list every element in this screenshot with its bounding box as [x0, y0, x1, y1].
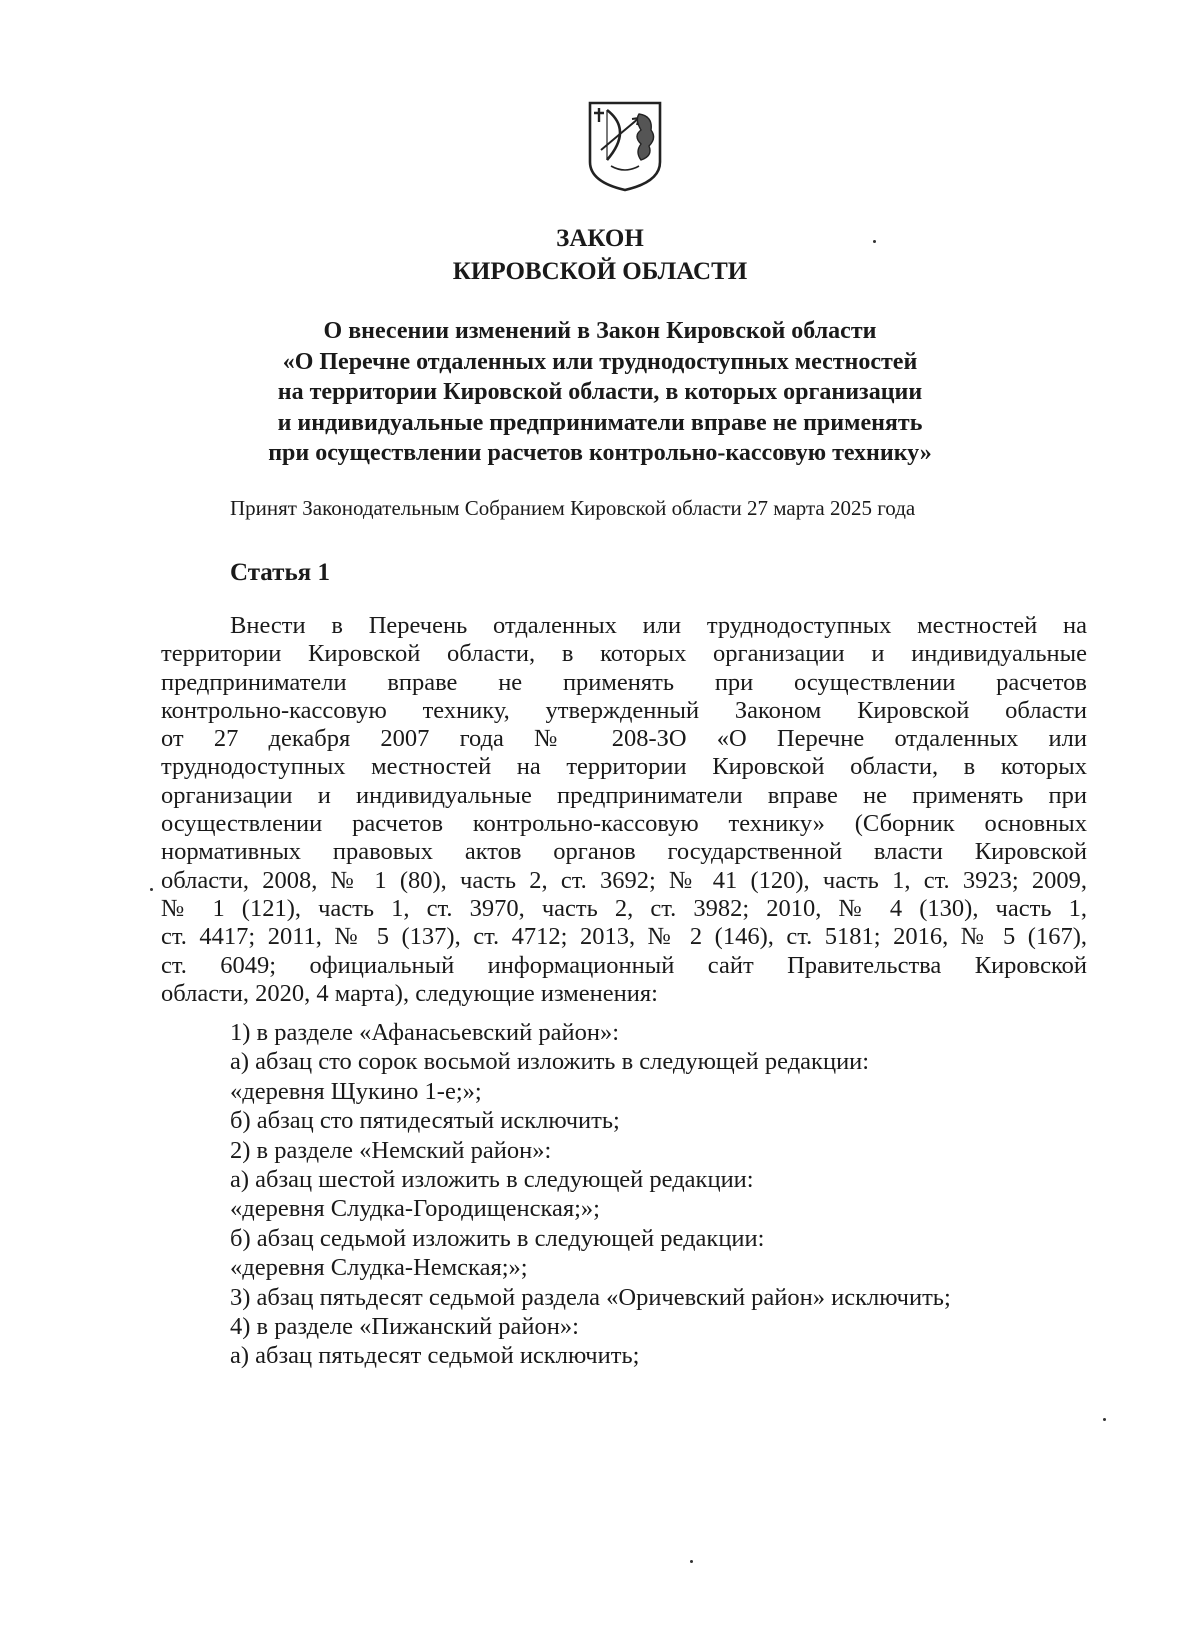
paragraph-line: территории Кировской области, в которых организации и индивидуальные — [161, 640, 1087, 668]
list-item: б) абзац седьмой изложить в следующей редакции: — [230, 1224, 765, 1252]
paragraph-line: ст. 6049; официальный информационный сайт Правительства Кировской — [161, 951, 1087, 979]
list-item: 2) в разделе «Немский район»: — [230, 1136, 552, 1164]
list-item: «деревня Слудка-Немская;»; — [230, 1254, 528, 1282]
amendment-list — [230, 1018, 951, 1371]
list-item: б) абзац сто пятидесятый исключить; — [230, 1107, 620, 1135]
region-title: КИРОВСКОЙ ОБЛАСТИ — [452, 258, 748, 285]
paragraph-line: контрольно-кассовую технику, утвержденный Законом Кировской области — [161, 696, 1087, 724]
subject-line: на территории Кировской области, в которых организации — [277, 379, 923, 405]
list-item: 1) в разделе «Афанасьевский район»: — [230, 1019, 620, 1046]
paragraph-line: ст. 4417; 2011, № 5 (137), ст. 4712; 2013, № 2 (146), ст. 5181; 2016, № 5 (167), — [161, 923, 1087, 951]
list-item: 4) в разделе «Пижанский район»: — [230, 1312, 579, 1340]
paragraph-line: труднодоступных местностей на территории Кировской области, в которых — [161, 753, 1087, 781]
article-heading: Статья 1 — [230, 559, 330, 586]
list-item: 3) абзац пятьдесят седьмой раздела «Оричевский район» исключить; — [230, 1283, 951, 1311]
paragraph-line: Внести в Перечень отдаленных или труднодоступных местностей на — [230, 612, 1087, 639]
subject-line: «О Перечне отдаленных или труднодоступных местностей — [282, 348, 918, 375]
subject-line: О внесении изменений в Закон Кировской области — [323, 318, 877, 344]
paragraph-line: от 27 декабря 2007 года № 208-ЗО «О Перечне отдаленных или — [161, 725, 1087, 753]
list-item: а) абзац сто сорок восьмой изложить в следующей редакции: — [230, 1048, 870, 1076]
paragraph-line: предприниматели вправе не применять при осуществлении расчетов — [161, 668, 1087, 696]
law-subject — [150, 316, 1050, 469]
list-item: а) абзац шестой изложить в следующей редакции: — [230, 1165, 754, 1193]
list-item: «деревня Щукино 1-е;»; — [230, 1077, 482, 1105]
paragraph-line: нормативных правовых актов органов государственной власти Кировской — [161, 838, 1087, 866]
list-item: а) абзац пятьдесят седьмой исключить; — [230, 1342, 640, 1370]
paragraph-line: организации и индивидуальные предприниматели вправе не применять при — [161, 781, 1087, 809]
scan-speck — [873, 240, 876, 243]
list-item: «деревня Слудка-Городищенская;»; — [230, 1195, 600, 1223]
paragraph-line: № 1 (121), часть 1, ст. 3970, часть 2, ст. 3982; 2010, № 4 (130), часть 1, — [161, 894, 1087, 922]
law-title: ЗАКОН — [556, 225, 644, 252]
subject-line: при осуществлении расчетов контрольно-кассовую технику» — [268, 440, 932, 466]
paragraph-line: области, 2020, 4 марта), следующие изменения: — [161, 979, 658, 1007]
scan-speck — [690, 1560, 693, 1563]
kirov-oblast-coat-of-arms-icon — [587, 100, 663, 192]
scan-speck — [1103, 1418, 1106, 1421]
paragraph-line: осуществлении расчетов контрольно-кассовую технику» (Сборник основных — [161, 810, 1087, 838]
adoption-note: Принят Законодательным Собранием Кировской области 27 марта 2025 года — [230, 496, 916, 520]
article-paragraph — [161, 612, 1087, 1008]
subject-line: и индивидуальные предприниматели вправе не применять — [277, 409, 923, 436]
scan-speck — [150, 888, 153, 891]
paragraph-line: области, 2008, № 1 (80), часть 2, ст. 3692; № 41 (120), часть 1, ст. 3923; 2009, — [161, 866, 1087, 894]
